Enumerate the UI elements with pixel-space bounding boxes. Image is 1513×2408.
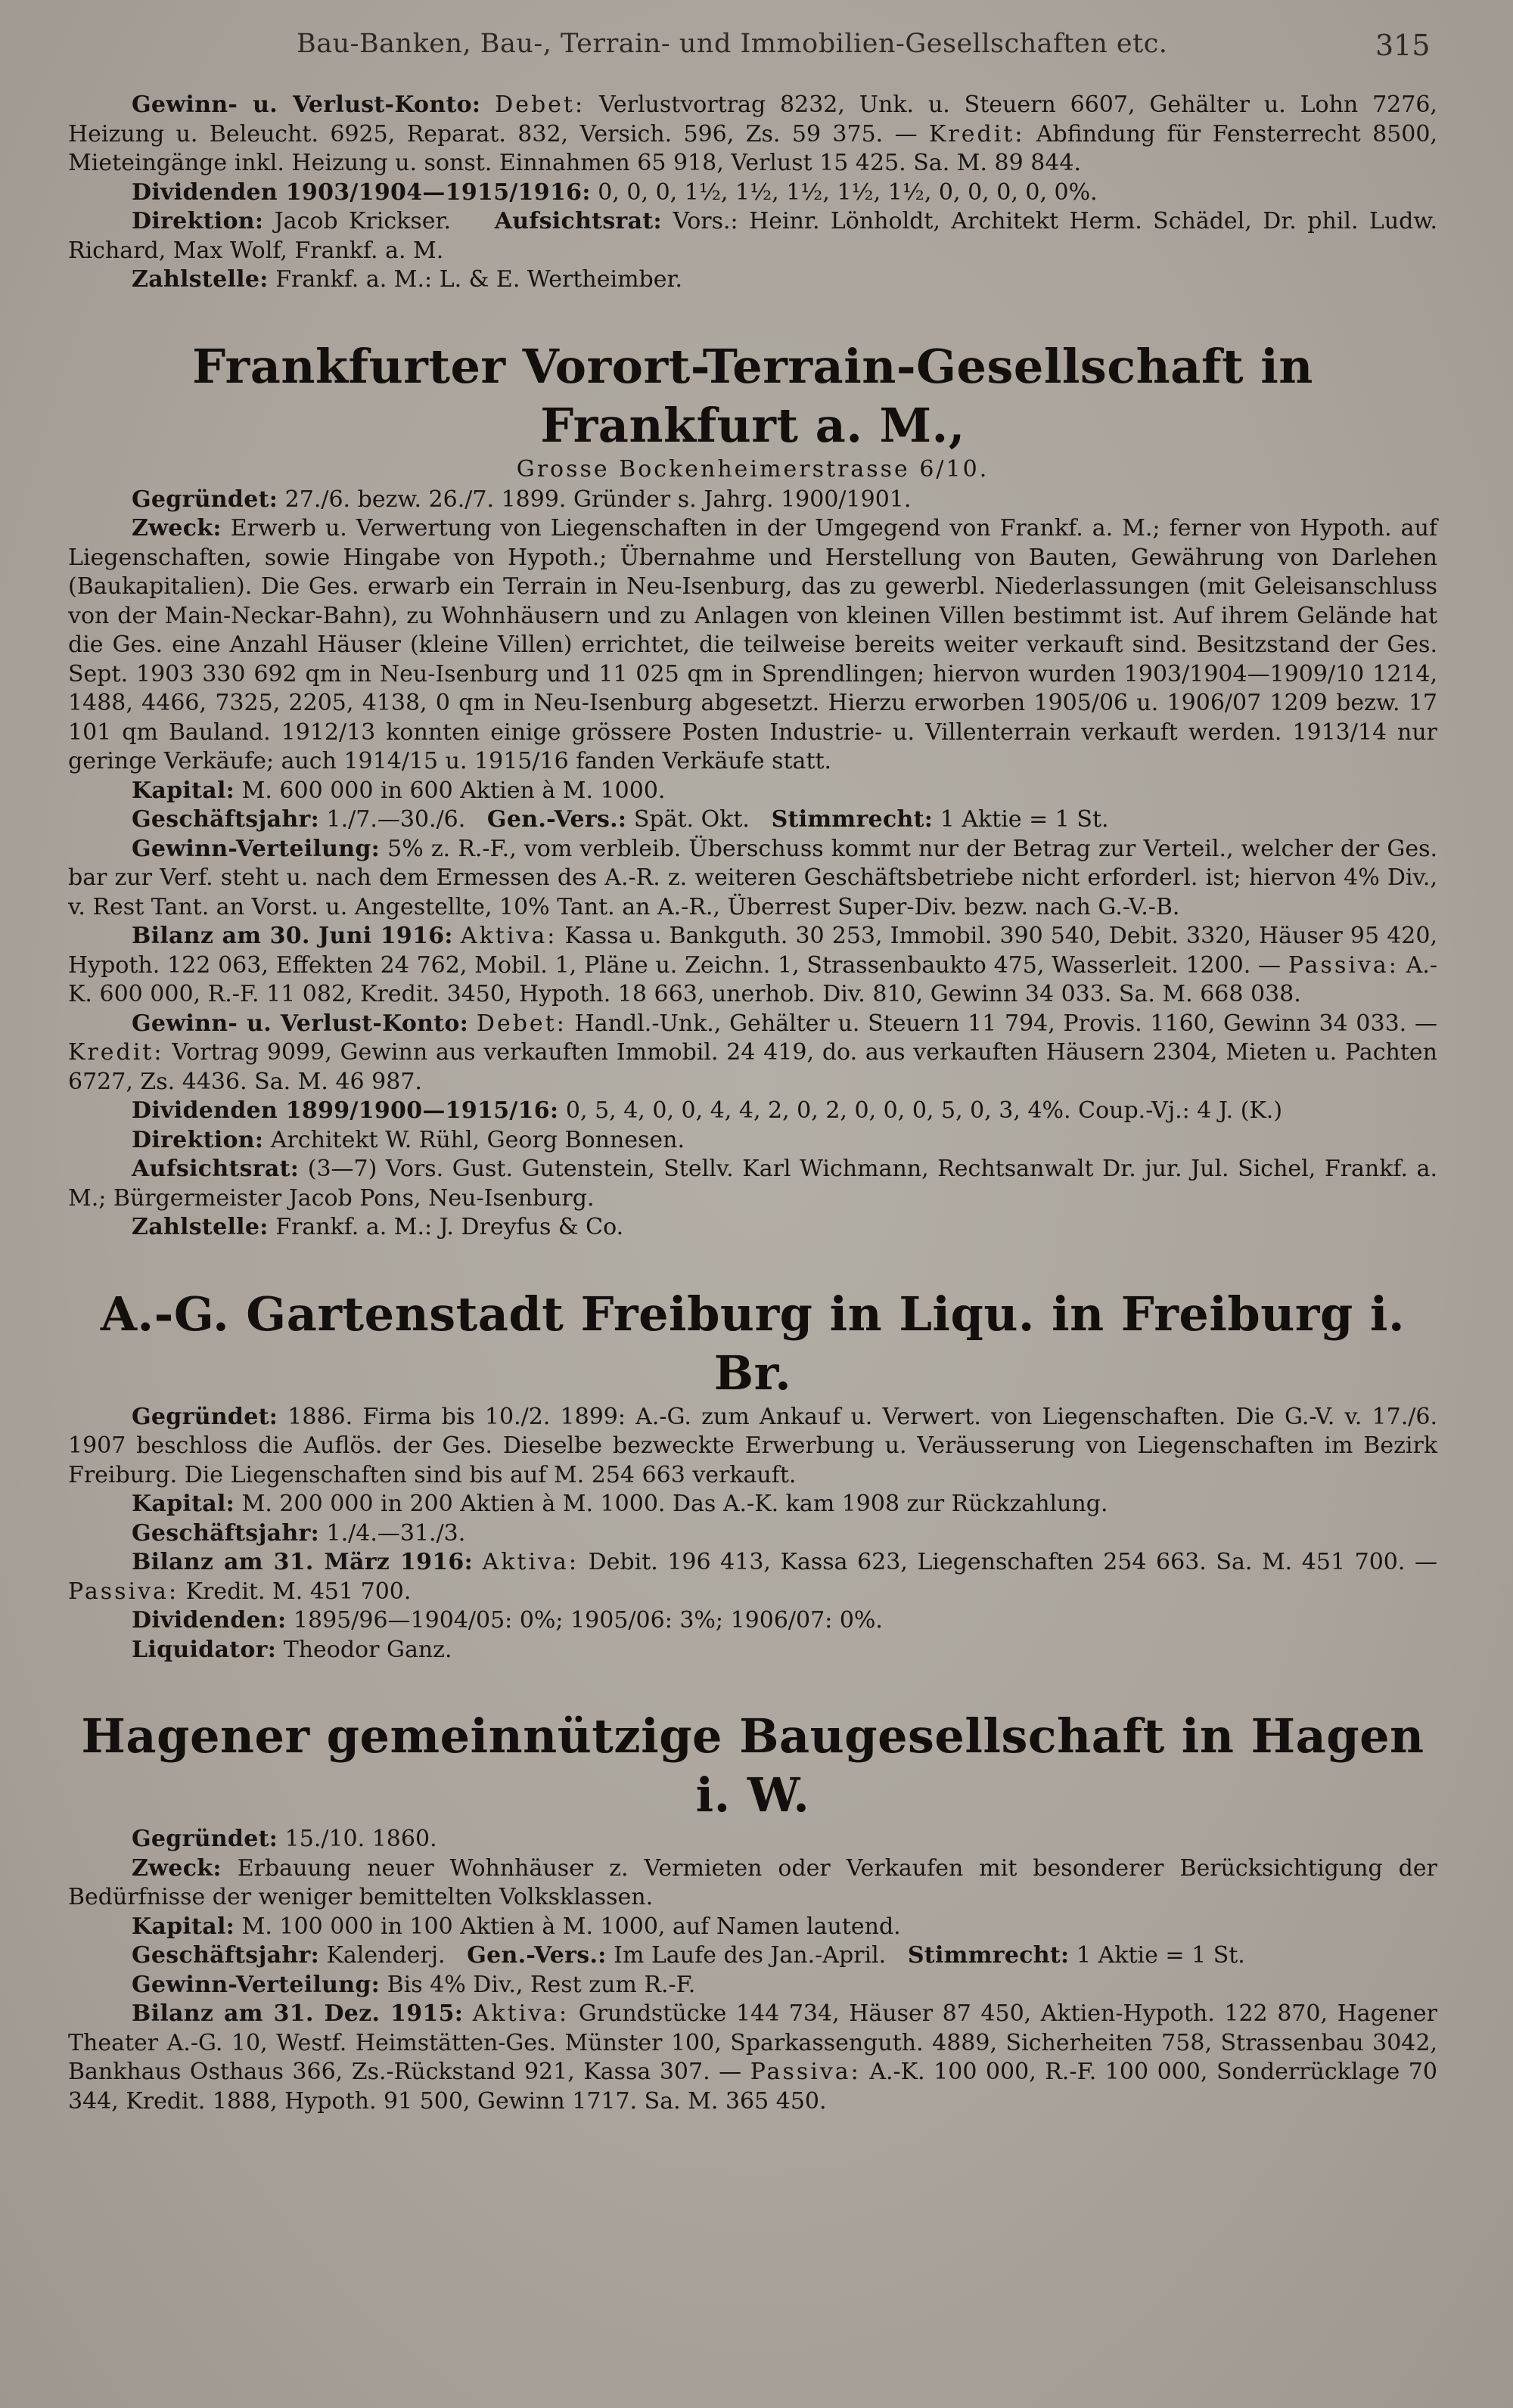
aufsichtsrat-label: Aufsichtsrat: — [494, 208, 662, 234]
entry-hagener-baugesellschaft — [68, 1825, 1437, 2116]
kapital-text: M. 100 000 in 100 Aktien à M. 1000, auf Namen lautend. — [241, 1913, 901, 1940]
zweck-paragraph — [68, 1854, 1437, 1913]
geschaeftsjahr-paragraph — [68, 1519, 1437, 1549]
entry-gartenstadt-freiburg — [68, 1403, 1437, 1665]
bilanz-aktiva-text: Kassa u. Bankguth. 30 253, Immobil. 390 540, Debit. 3320, Häuser 95 420, Hypoth. 122 063, Effekten 24 762, Mobil. 1, Pläne u. Zeichn. 1, Strassenbaukto 475, Wasserleit. 1200. — — [68, 923, 1437, 979]
direktion-label: Direktion: — [132, 208, 264, 234]
genvers-text: Im Laufe des Jan.-April. — [614, 1942, 887, 1969]
guv-kredit-label: Kredit: — [68, 1039, 164, 1066]
entry-continued — [68, 91, 1437, 295]
direktion-paragraph — [68, 1126, 1437, 1156]
zahlstelle-label: Zahlstelle: — [132, 266, 269, 293]
zahlstelle-paragraph — [68, 265, 1437, 295]
guv-debet-label: Debet: — [495, 92, 586, 118]
stimmrecht-text: 1 Aktie = 1 St. — [940, 806, 1109, 833]
direktion-label: Direktion: — [132, 1126, 264, 1153]
bilanz-label: Bilanz am 31. März 1916: — [132, 1549, 473, 1575]
stimmrecht-label: Stimmrecht: — [907, 1942, 1070, 1969]
bilanz-passiva-label: Passiva: — [750, 2059, 861, 2085]
zweck-paragraph — [68, 514, 1437, 777]
content — [68, 91, 1437, 2116]
bilanz-paragraph — [68, 2000, 1437, 2116]
bilanz-aktiva-label: Aktiva: — [460, 923, 558, 949]
bilanz-aktiva-text: Debit. 196 413, Kassa 623, Liegenschaften 254 663. Sa. M. 451 700. — — [588, 1549, 1437, 1575]
dividenden-text: 0, 5, 4, 0, 0, 4, 4, 2, 0, 2, 0, 0, 0, 5, 0, 3, 4%. Coup.-Vj.: 4 J. (K.) — [565, 1097, 1283, 1124]
guv-debet-label: Debet: — [476, 1010, 567, 1037]
running-title: Bau-Banken, Bau-, Terrain- und Immobilien-Gesellschaften etc. — [297, 29, 1168, 59]
direktion-paragraph — [68, 207, 1437, 265]
zweck-text: Erwerb u. Verwertung von Liegenschaften in der Umgegend von Frankf. a. M.; ferner von Hypoth. auf Liegenschaften, sowie Hingabe von Hypoth.; Übernahme und Herstellung von Bauten, Gewährung von Darlehen (Baukapitalien). Die Ges. erwarb ein Terrain in Neu-Isenburg, das zu gewerbl. Niederlassungen (mit Geleisanschluss von der Main-Neckar-Bahn), zu Wohnhäusern und zu Anlagen von kleinen Villen bestimmt ist. Auf ihrem Gelände hat die Ges. eine Anzahl Häuser (kleine Villen) errichtet, die teilweise bereits weiter verkauft sind. Besitzstand der Ges. Sept. 1903 330 692 qm in Neu-Isenburg und 11 025 qm in Sprendlingen; hiervon wurden 1903/1904—1909/10 1214, 1488, 4466, 7325, 2205, 4138, 0 qm in Neu-Isenburg abgesetzt. Hierzu erworben 1905/06 u. 1906/07 1209 bezw. 17 101 qm Bauland. 1912/13 konnten einige grössere Posten Industrie- u. Villenterrain verkauft werden. 1913/14 nur geringe Verkäufe; auch 1914/15 u. 1915/16 fanden Verkäufe statt. — [68, 515, 1437, 774]
direktion-text: Jacob Krickser. — [274, 208, 452, 234]
entry-frankfurter-vorort — [68, 486, 1437, 1243]
guv-label: Gewinn- u. Verlust-Konto: — [132, 92, 481, 118]
geschaeftsjahr-text: 1./4.—31./3. — [326, 1519, 466, 1547]
bilanz-aktiva-text: Grundstücke 144 734, Häuser 87 450, Aktien-Hypoth. 122 870, Hagener Theater A.-G. 10, Westf. Heimstätten-Ges. Münster 100, Sparkassenguth. 4889, Sicherheiten 758, Strassenbau 3042, Bankhaus Osthaus 366, Zs.-Rückstand 921, Kassa 307. — — [68, 2000, 1437, 2085]
company-address: Grosse Bockenheimerstrasse 6/10. — [516, 455, 990, 483]
liquidator-text: Theodor Ganz. — [283, 1636, 452, 1663]
company-heading-hagener-baugesellschaft: Hagener gemeinnützige Baugesellschaft in Hagen i. W. — [81, 1708, 1424, 1823]
gewinnverteilung-paragraph — [68, 1971, 1437, 2000]
gegruendet-text: 15./10. 1860. — [284, 1826, 437, 1852]
running-head — [0, 29, 1513, 74]
gewinnverteilung-paragraph — [68, 835, 1437, 923]
bilanz-passiva-text: Kredit. M. 451 700. — [185, 1578, 412, 1605]
kapital-paragraph — [68, 1913, 1437, 1942]
gewinnverteilung-text: Bis 4% Div., Rest zum R.-F. — [387, 1971, 696, 1998]
geschaeftsjahr-paragraph — [68, 805, 1437, 835]
guv-kredit-text: Abfindung für Fensterrecht 8500, Mieteingänge inkl. Heizung u. sonst. Einnahmen 65 918, Verlust 15 425. Sa. M. 89 844. — [68, 120, 1437, 176]
gegruendet-label: Gegründet: — [132, 1826, 278, 1852]
aufsichtsrat-text: (3—7) Vors. Gust. Gutenstein, Stellv. Karl Wichmann, Rechtsanwalt Dr. jur. Jul. Sichel, Frankf. a. M.; Bürgermeister Jacob Pons, Neu-Isenburg. — [68, 1156, 1437, 1212]
bilanz-label: Bilanz am 31. Dez. 1915: — [132, 2000, 464, 2027]
guv-debet-text: Handl.-Unk., Gehälter u. Steuern 11 794, Provis. 1160, Gewinn 34 033. — — [574, 1010, 1437, 1037]
zahlstelle-text: Frankf. a. M.: J. Dreyfus & Co. — [275, 1214, 624, 1240]
bilanz-passiva-text: A.-K. 600 000, R.-F. 11 082, Kredit. 3450, Hypoth. 18 663, unerhob. Div. 810, Gewinn 34 033. Sa. M. 668 038. — [68, 951, 1437, 1007]
page-number: 315 — [1375, 29, 1431, 62]
company-heading-gartenstadt-freiburg: A.-G. Gartenstadt Freiburg in Liqu. in Freiburg i. Br. — [100, 1286, 1406, 1401]
zweck-label: Zweck: — [132, 1854, 222, 1882]
liquidator-paragraph — [68, 1636, 1437, 1665]
guv-paragraph — [68, 1010, 1437, 1097]
geschaeftsjahr-label: Geschäftsjahr: — [132, 1942, 319, 1969]
dividenden-label: Dividenden 1903/1904—1915/1916: — [132, 178, 591, 206]
geschaeftsjahr-text: 1./7.—30./6. — [326, 806, 466, 833]
zweck-text: Erbauung neuer Wohnhäuser z. Vermieten oder Verkaufen mit besonderer Berücksichtigung der Bedürfnisse der weniger bemittelten Volksklassen. — [68, 1854, 1437, 1910]
gewinnverteilung-label: Gewinn-Verteilung: — [132, 1971, 381, 1998]
dividenden-label: Dividenden 1899/1900—1915/16: — [132, 1097, 559, 1124]
bilanz-paragraph — [68, 922, 1437, 1010]
aufsichtsrat-text: Vors.: Heinr. Lönholdt, Architekt Herm. Schädel, Dr. phil. Ludw. Richard, Max Wolf, Frankf. a. M. — [68, 208, 1437, 264]
company-heading-frankfurter-vorort: Frankfurter Vorort-Terrain-Gesellschaft in Frankfurt a. M., — [192, 338, 1313, 453]
zweck-label: Zweck: — [132, 515, 222, 541]
guv-kredit-label: Kredit: — [929, 120, 1025, 147]
bilanz-passiva-label: Passiva: — [1288, 951, 1399, 979]
zahlstelle-label: Zahlstelle: — [132, 1214, 269, 1240]
gegruendet-label: Gegründet: — [132, 486, 278, 513]
kapital-paragraph — [68, 1490, 1437, 1519]
kapital-paragraph — [68, 777, 1437, 806]
stimmrecht-text: 1 Aktie = 1 St. — [1076, 1942, 1245, 1969]
guv-paragraph — [68, 91, 1437, 178]
bilanz-aktiva-label: Aktiva: — [472, 2000, 570, 2027]
gegruendet-label: Gegründet: — [132, 1403, 278, 1430]
bilanz-label: Bilanz am 30. Juni 1916: — [132, 923, 453, 949]
kapital-label: Kapital: — [132, 1913, 235, 1940]
gewinnverteilung-label: Gewinn-Verteilung: — [132, 835, 381, 862]
liquidator-label: Liquidator: — [132, 1636, 277, 1663]
genvers-label: Gen.-Vers.: — [467, 1942, 607, 1969]
guv-debet-text: Verlustvortrag 8232, Unk. u. Steuern 6607, Gehälter u. Lohn 7276, Heizung u. Beleucht. 6925, Reparat. 832, Versich. 596, Zs. 59 375. — — [68, 92, 1437, 147]
genvers-text: Spät. Okt. — [633, 806, 750, 833]
dividenden-label: Dividenden: — [132, 1607, 287, 1634]
stimmrecht-label: Stimmrecht: — [771, 806, 934, 833]
dividenden-text: 1895/96—1904/05: 0%; 1905/06: 3%; 1906/07: 0%. — [293, 1607, 883, 1634]
kapital-label: Kapital: — [132, 1491, 235, 1517]
geschaeftsjahr-text: Kalenderj. — [326, 1942, 446, 1969]
dividenden-text: 0, 0, 0, 1½, 1½, 1½, 1½, 1½, 0, 0, 0, 0, 0%. — [598, 178, 1098, 206]
direktion-text: Architekt W. Rühl, Georg Bonnesen. — [270, 1126, 685, 1153]
guv-label: Gewinn- u. Verlust-Konto: — [132, 1010, 469, 1037]
dividenden-paragraph — [68, 178, 1437, 208]
dividenden-paragraph — [68, 1097, 1437, 1126]
gegruendet-paragraph — [68, 486, 1437, 515]
gegruendet-paragraph — [68, 1825, 1437, 1854]
dividenden-paragraph — [68, 1606, 1437, 1636]
aufsichtsrat-label: Aufsichtsrat: — [132, 1156, 300, 1182]
gegruendet-text: 1886. Firma bis 10./2. 1899: A.-G. zum Ankauf u. Verwert. von Liegenschaften. Die G.-V. v. 17./6. 1907 beschloss die Auflös. der Ges. Dieselbe bezweckte Erwerbung u. Veräusserung von Liegenschaften im Bezirk Freiburg. Die Liegenschaften sind bis auf M. 254 663 verkauft. — [68, 1403, 1437, 1488]
guv-kredit-text: Vortrag 9099, Gewinn aus verkauften Immobil. 24 419, do. aus verkauften Häusern 2304, Mieten u. Pachten 6727, Zs. 4436. Sa. M. 46 987. — [68, 1039, 1437, 1095]
geschaeftsjahr-paragraph — [68, 1941, 1437, 1971]
genvers-label: Gen.-Vers.: — [486, 806, 627, 833]
kapital-label: Kapital: — [132, 777, 235, 804]
zahlstelle-paragraph — [68, 1213, 1437, 1243]
bilanz-passiva-label: Passiva: — [68, 1578, 179, 1605]
bilanz-aktiva-label: Aktiva: — [482, 1549, 579, 1575]
kapital-text: M. 200 000 in 200 Aktien à M. 1000. Das A.-K. kam 1908 zur Rückzahlung. — [241, 1491, 1108, 1517]
gegruendet-paragraph — [68, 1403, 1437, 1491]
gegruendet-text: 27./6. bezw. 26./7. 1899. Gründer s. Jahrg. 1900/1901. — [284, 486, 912, 513]
bilanz-passiva-text: A.-K. 100 000, R.-F. 100 000, Sonderrücklage 70 344, Kredit. 1888, Hypoth. 91 500, Gewinn 1717. Sa. M. 365 450. — [68, 2059, 1437, 2115]
aufsichtsrat-paragraph — [68, 1155, 1437, 1213]
geschaeftsjahr-label: Geschäftsjahr: — [132, 1519, 319, 1547]
kapital-text: M. 600 000 in 600 Aktien à M. 1000. — [241, 777, 666, 804]
geschaeftsjahr-label: Geschäftsjahr: — [132, 806, 319, 833]
zahlstelle-text: Frankf. a. M.: L. & E. Wertheimber. — [275, 266, 683, 293]
gewinnverteilung-text: 5% z. R.-F., vom verbleib. Überschuss kommt nur der Betrag zur Verteil., welcher der Ges. bar zur Verf. steht u. nach dem Ermessen des A.-R. z. weiteren Geschäftsbetriebe nicht erforderl. ist; hiervon 4% Div., v. Rest Tant. an Vorst. u. Angestellte, 10% Tant. an A.-R., Überrest Super-Div. bezw. nach G.-V.-B. — [68, 835, 1438, 920]
bilanz-paragraph — [68, 1548, 1437, 1606]
